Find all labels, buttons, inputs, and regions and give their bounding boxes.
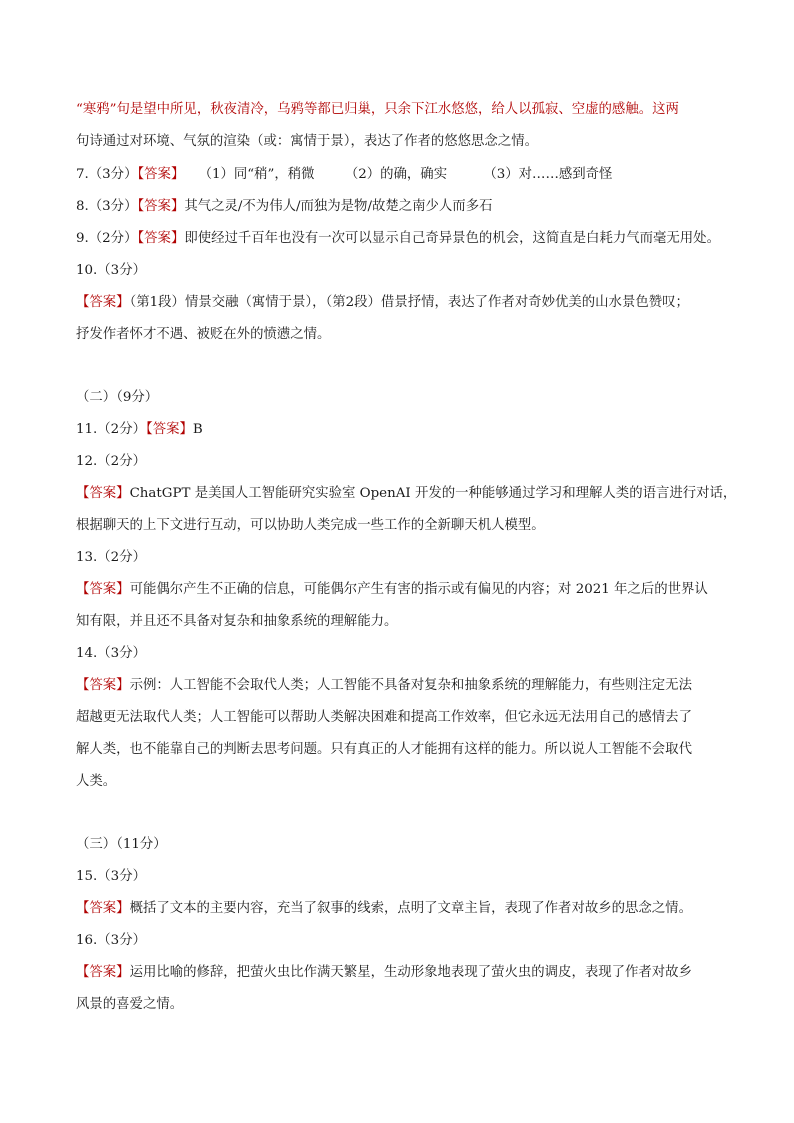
q12-number: 12.（2分） <box>76 454 146 469</box>
q7-answer-2: （2）的确，确实 <box>344 167 448 182</box>
q14-answer-line-2: 超越更无法取代人类；人工智能可以帮助人类解决困难和提高工作效率，但它永远无法用自己的感情去了 <box>76 710 692 725</box>
q13-row-1 <box>76 580 708 600</box>
q16-row-1 <box>76 963 692 983</box>
q16-answer-line-2: 风景的喜爱之情。 <box>76 997 184 1012</box>
q7-answer-3: （3）对……感到奇怪 <box>483 167 613 182</box>
answer-tag: 【答案】 <box>76 295 130 310</box>
q13-number: 13.（2分） <box>76 550 146 565</box>
q14-row-1 <box>76 676 692 696</box>
q8-number: 8.（3分） <box>76 199 138 214</box>
q14-answer-line-1: 示例：人工智能不会取代人类；人工智能不具备对复杂和抽象系统的理解能力，有些则注定无法 <box>129 678 692 693</box>
q11-row <box>76 420 203 440</box>
q9-answer: 即使经过千百年也没有一次可以显示自己奇异景色的机会，这简直是白耗力气而毫无用处。 <box>184 231 720 246</box>
q16-number: 16.（3分） <box>76 933 146 948</box>
q15-row <box>76 899 692 919</box>
q10-answer-line-2: 抒发作者怀才不遇、被贬在外的愤懑之情。 <box>76 327 331 342</box>
q12-answer-line-2: 根据聊天的上下文进行互动，可以协助人类完成一些工作的全新聊天机人模型。 <box>76 518 545 533</box>
q14-answer-line-3: 解人类，也不能靠自己的判断去思考问题。只有真正的人才能拥有这样的能力。所以说人工智能不会取代 <box>76 742 692 757</box>
q9-number: 9.（2分） <box>76 231 138 246</box>
q7-number: 7.（3分） <box>76 167 138 182</box>
q6-answer-line-2: 句诗通过对环境、气氛的渲染（或：寓情于景），表达了作者的悠悠思念之情。 <box>76 134 538 149</box>
q16-answer-line-1: 运用比喻的修辞，把萤火虫比作满天繁星，生动形象地表现了萤火虫的调皮，表现了作者对故乡 <box>129 965 692 980</box>
q13-answer-line-1: 可能偶尔产生不正确的信息，可能偶尔产生有害的指示或有偏见的内容；对 2021 年之后的世界认 <box>129 582 708 597</box>
answer-tag: 【答案】 <box>76 486 130 501</box>
q8-row <box>76 197 492 217</box>
q9-row <box>76 229 720 249</box>
q10-number: 10.（3分） <box>76 263 146 278</box>
q15-answer: 概括了文本的主要内容，充当了叙事的线索，点明了文章主旨，表现了作者对故乡的思念之情。 <box>129 901 692 916</box>
answer-tag: 【答案】 <box>76 901 130 916</box>
q14-answer-line-4: 人类。 <box>76 774 117 789</box>
q12-row-1 <box>76 484 736 504</box>
answer-tag: 【答案】 <box>146 422 193 437</box>
q8-answer: 其气之灵/不为伟人/而独为是物/故楚之南少人而多石 <box>184 199 493 214</box>
q11-answer: B <box>192 422 203 437</box>
q7-answer-1: （1）同“稍”，稍微 <box>198 167 315 182</box>
answer-tag: 【答案】 <box>76 965 130 980</box>
section-2-title: （二）（9分） <box>76 390 159 405</box>
q15-number: 15.（3分） <box>76 869 146 884</box>
answer-tag: 【答案】 <box>137 167 185 182</box>
q12-answer-line-1: ChatGPT 是美国人工智能研究实验室 OpenAI 开发的一种能够通过学习和理解人类的语言进行对话， <box>129 486 737 501</box>
section-3-title: （三）（11分） <box>76 837 167 852</box>
answer-tag: 【答案】 <box>76 582 130 597</box>
answer-tag: 【答案】 <box>137 231 185 246</box>
answer-tag: 【答案】 <box>137 199 185 214</box>
q7-row <box>76 165 612 185</box>
q10-answer-line-1: （第1段）情景交融（寓情于景），（第2段）借景抒情，表达了作者对奇妙优美的山水景色赞叹； <box>129 295 689 310</box>
q6-answer-line-1: “寒鸦”句是望中所见，秋夜清冷，乌鸦等都已归巢，只余下江水悠悠，给人以孤寂、空虚的感触。这两 <box>76 102 679 117</box>
q11-number: 11.（2分） <box>76 422 146 437</box>
answer-tag: 【答案】 <box>76 678 130 693</box>
q13-answer-line-2: 知有限，并且还不具备对复杂和抽象系统的理解能力。 <box>76 614 398 629</box>
q10-row-1 <box>76 293 689 313</box>
q14-number: 14.（3分） <box>76 646 146 661</box>
